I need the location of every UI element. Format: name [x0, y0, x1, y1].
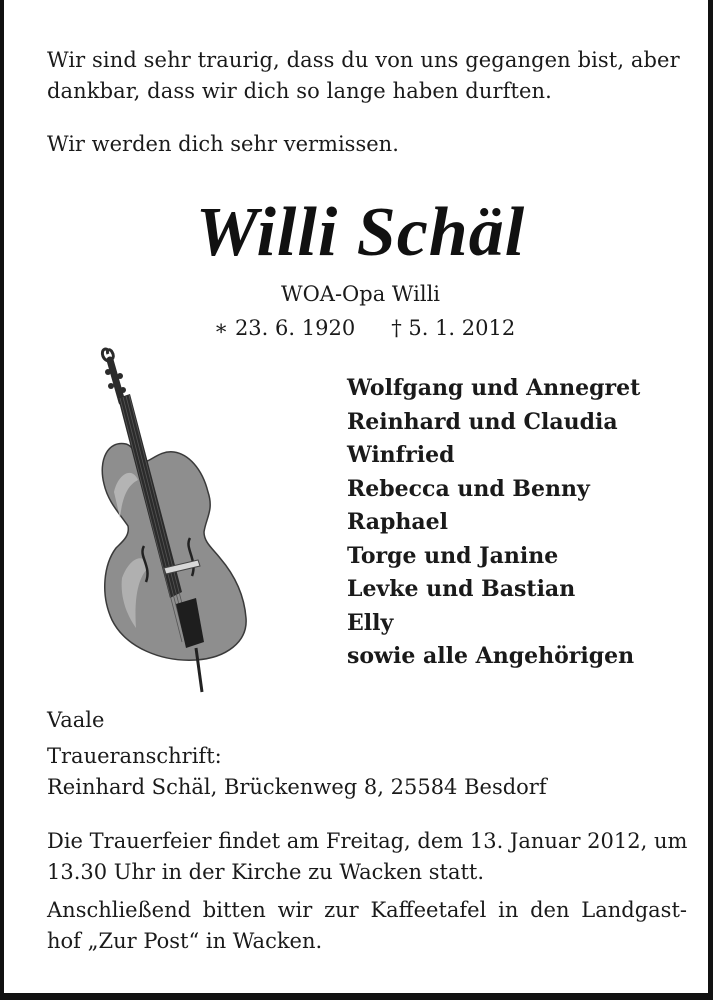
family-member: Torge und Janine — [347, 542, 559, 569]
family-member: Levke und Bastian — [347, 576, 576, 602]
family-member: sowie alle Angehörigen — [347, 643, 635, 669]
family-member: Rebecca und Benny — [347, 475, 590, 502]
place-name: Vaale — [47, 708, 105, 732]
deceased-nickname: WOA-Opa Willi — [281, 282, 440, 306]
miss-text: Wir werden dich sehr vermissen. — [47, 132, 399, 156]
coffee-line-2: hof „Zur Post“ in Wacken. — [47, 929, 323, 953]
intro-line-2: dankbar, dass wir dich so lange haben durften. — [47, 79, 552, 103]
intro-line-1: Wir sind sehr traurig, dass du von uns gegangen bist, aber — [47, 48, 680, 72]
cello-illustration — [86, 342, 266, 697]
family-member: Wolfgang und Annegret — [347, 375, 641, 401]
address-label: Traueranschrift: — [47, 744, 222, 768]
family-member: Elly — [347, 609, 394, 636]
coffee-line-1: Anschließend bitten wir zur Kaffeetafel in den Landgast- — [47, 898, 687, 922]
ceremony-line-2: 13.30 Uhr in der Kirche zu Wacken statt. — [47, 860, 485, 884]
coffee-text — [47, 895, 687, 957]
family-member: Raphael — [347, 509, 449, 535]
mourning-address — [47, 741, 547, 803]
address-value: Reinhard Schäl, Brückenweg 8, 25584 Besdorf — [47, 775, 547, 799]
ceremony-text — [47, 826, 687, 888]
intro-text — [47, 45, 687, 107]
birth-date: ∗ 23. 6. 1920 — [214, 316, 356, 340]
family-list — [347, 372, 640, 674]
family-member: Winfried — [347, 442, 455, 468]
deceased-name: Willi Schäl — [195, 194, 526, 271]
life-dates — [214, 313, 515, 343]
death-date: † 5. 1. 2012 — [391, 316, 516, 340]
family-member: Reinhard und Claudia — [347, 408, 618, 435]
ceremony-line-1: Die Trauerfeier findet am Freitag, dem 13. Januar 2012, um — [47, 829, 688, 853]
